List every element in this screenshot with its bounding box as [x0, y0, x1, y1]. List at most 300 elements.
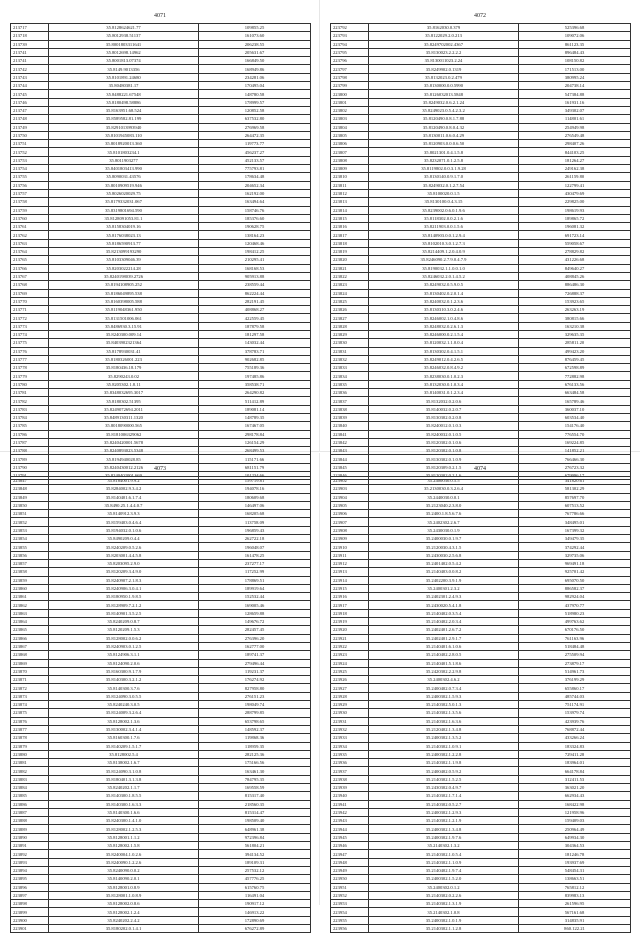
row-id-cell: 213763: [11, 239, 49, 247]
row-id-cell: 223849: [11, 493, 49, 501]
table-row: [331, 73, 631, 81]
code-cell: 35.2430020.5.4.1.8: [369, 601, 519, 609]
value-cell: 189109.31: [199, 858, 311, 866]
row-id-cell: 223830: [331, 339, 369, 347]
code-cell: 35.8012698.14962: [49, 48, 199, 56]
code-cell: 35.8130310.3.0.2.4.6: [369, 306, 519, 314]
value-cell: 206238.55: [199, 40, 311, 48]
value-cell: 169005.46: [199, 601, 311, 609]
table-row: [11, 916, 311, 924]
code-cell: 35.8160398005.588: [49, 297, 199, 305]
table-row: [331, 734, 631, 742]
table-row: [11, 189, 311, 197]
value-cell: 607513.52: [519, 501, 631, 509]
value-cell: 183324.83: [519, 742, 631, 750]
value-cell: 119773.77: [199, 140, 311, 148]
code-cell: 35.8018920013.360: [49, 140, 199, 148]
row-id-cell: 223943: [331, 817, 369, 825]
code-cell: 35.8149.9013356: [49, 65, 199, 73]
value-cell: 886582.37: [519, 584, 631, 592]
table-row: [331, 82, 631, 90]
row-id-cell: 213757: [11, 189, 49, 197]
row-id-cell: 213750: [11, 131, 49, 139]
table-row: [11, 684, 311, 692]
value-cell: 181297.58: [199, 330, 311, 338]
table-row: [331, 223, 631, 231]
code-cell: 35.8128002.5.4: [49, 750, 199, 758]
value-cell: 518484.48: [519, 642, 631, 650]
table-row: [331, 775, 631, 783]
table-row: [331, 231, 631, 239]
table-row: [331, 833, 631, 841]
value-cell: 276151.23: [199, 692, 311, 700]
table-row: [331, 792, 631, 800]
code-cell: 35.2120030.4.3.1.5: [369, 543, 519, 551]
table-row: [331, 866, 631, 874]
code-cell: 35.8158304019.16: [49, 223, 199, 231]
code-cell: 35.2430030.0.1.9: [369, 526, 519, 534]
code-cell: 35.8130140.0.9.1.7.0: [369, 173, 519, 181]
code-cell: 35.2140302.1.3.2: [369, 842, 519, 850]
value-cell: 775793.81: [199, 165, 311, 173]
row-id-cell: 213781: [11, 389, 49, 397]
value-cell: 204652.34: [199, 181, 311, 189]
table-row: [331, 651, 631, 659]
code-cell: 35.8284002.9.3.4.2: [49, 485, 199, 493]
row-id-cell: 223912: [331, 559, 369, 567]
table-row: [11, 355, 311, 363]
table-row: [11, 264, 311, 272]
row-id-cell: 223848: [11, 485, 49, 493]
value-cell: 663484.58: [519, 389, 631, 397]
code-cell: 35.2140302.0.5.2.7: [369, 800, 519, 808]
table-row: [331, 684, 631, 692]
code-cell: 35.8122029.2.0.213: [369, 32, 519, 40]
table-row: [11, 430, 311, 438]
table-row: [331, 330, 631, 338]
data-table: [330, 476, 631, 933]
row-id-cell: 213766: [11, 264, 49, 272]
code-cell: 35.2140302.1.3.5.6: [369, 709, 519, 717]
table-row: [331, 659, 631, 667]
row-id-cell: 223839: [331, 413, 369, 421]
value-cell: 329735.06: [519, 551, 631, 559]
value-cell: 275509.94: [519, 651, 631, 659]
code-cell: 35.8205302.1.8.11: [49, 380, 199, 388]
table-row: [11, 842, 311, 850]
code-cell: 35.2400402.0.7.3.4: [369, 684, 519, 692]
value-cell: 559058.67: [519, 239, 631, 247]
code-cell: 35.8128001.0.8.9: [49, 883, 199, 891]
value-cell: 664178.84: [519, 767, 631, 775]
code-cell: 35.2400030.0.5.5: [369, 477, 519, 485]
value-cell: 178634.48: [199, 173, 311, 181]
row-id-cell: 223895: [11, 875, 49, 883]
row-id-cell: 223915: [331, 584, 369, 592]
table-row: [11, 173, 311, 181]
value-cell: 681151.79: [199, 463, 311, 471]
value-cell: 263263.19: [519, 306, 631, 314]
row-id-cell: 223890: [11, 833, 49, 841]
value-cell: 430479.69: [519, 189, 631, 197]
code-cell: 35.8490209.0.4.4: [49, 535, 199, 543]
code-cell: 35.8128091053.81.1: [49, 214, 199, 222]
table-row: [331, 725, 631, 733]
value-cell: 925701.42: [519, 568, 631, 576]
table-row: [11, 413, 311, 421]
table-row: [331, 759, 631, 767]
row-id-cell: 223836: [331, 389, 369, 397]
row-id-cell: 223922: [331, 642, 369, 650]
row-id-cell: 213782: [11, 397, 49, 405]
code-cell: 35.8118302.0.0.2.1.6: [369, 214, 519, 222]
code-cell: 35.8180202.0.1.4.1: [49, 925, 199, 933]
code-cell: 35.8589582.81.199: [49, 115, 199, 123]
code-cell: 35.8140300.3.7.6: [49, 684, 199, 692]
value-cell: 767786.66: [519, 510, 631, 518]
code-cell: 35.8140209.1.5.1.7: [49, 742, 199, 750]
row-id-cell: 223862: [11, 601, 49, 609]
row-id-cell: 213749: [11, 123, 49, 131]
code-cell: 35.8240202.1.1.7: [49, 783, 199, 791]
value-cell: 380995.24: [519, 73, 631, 81]
table-row: [331, 355, 631, 363]
row-id-cell: 223800: [331, 90, 369, 98]
code-cell: 35.2400302.4.6.2: [369, 676, 519, 684]
value-cell: 169558.59: [199, 783, 311, 791]
table-row: [331, 314, 631, 322]
row-id-cell: 223828: [331, 322, 369, 330]
table-row: [11, 825, 311, 833]
row-id-cell: 223845: [331, 463, 369, 471]
code-cell: 35.2140402.2.8.0.5: [369, 651, 519, 659]
row-id-cell: 213755: [11, 173, 49, 181]
table-row: [331, 526, 631, 534]
row-id-cell: 223874: [11, 701, 49, 709]
value-cell: 691723.14: [519, 231, 631, 239]
value-cell: 169224.85: [519, 438, 631, 446]
table-row: [11, 181, 311, 189]
code-cell: 35.8211903.0.0.1.5.6: [369, 223, 519, 231]
code-cell: 35.2120402.1.3.4.8: [369, 725, 519, 733]
value-cell: 196859.43: [199, 526, 311, 534]
code-cell: 35.8203095.2.9.0: [49, 559, 199, 567]
table-row: [11, 900, 311, 908]
table-row: [331, 875, 631, 883]
row-id-cell: 213754: [11, 165, 49, 173]
table-row: [11, 817, 311, 825]
code-cell: 35.8240032.0.1.2.3.6: [369, 297, 519, 305]
value-cell: 285811.20: [519, 339, 631, 347]
code-cell: 35.8249032.0.6.2.1.24: [369, 98, 519, 106]
document-page-3: [0, 453, 320, 932]
code-cell: 35.8119048361.950: [49, 306, 199, 314]
value-cell: 126154.29: [199, 438, 311, 446]
row-id-cell: 223817: [331, 231, 369, 239]
row-id-cell: 223919: [331, 618, 369, 626]
table-row: [11, 651, 311, 659]
row-id-cell: 223842: [331, 438, 369, 446]
table-row: [11, 40, 311, 48]
table-row: [331, 339, 631, 347]
table-row: [331, 477, 631, 485]
code-cell: 35.8249023.0.5.4.2.3.2: [369, 106, 519, 114]
table-row: [11, 231, 311, 239]
code-cell: 35.2430302.0.4.9.7: [369, 783, 519, 791]
table-row: [11, 438, 311, 446]
table-row: [331, 115, 631, 123]
row-id-cell: 223934: [331, 742, 369, 750]
row-id-cell: 223913: [331, 568, 369, 576]
value-cell: 649934.30: [519, 833, 631, 841]
value-cell: 196048.07: [199, 543, 311, 551]
code-cell: 35.8486930.3.15.91: [49, 322, 199, 330]
table-row: [11, 866, 311, 874]
row-id-cell: 223911: [331, 551, 369, 559]
row-id-cell: 223941: [331, 800, 369, 808]
row-id-cell: 223904: [331, 493, 369, 501]
code-cell: 35.8124090.3.0.5.5: [49, 692, 199, 700]
code-cell: 35.8001813.07374: [49, 57, 199, 65]
code-cell: 35.8128909.7.2.1.2: [49, 601, 199, 609]
value-cell: 163210.38: [519, 322, 631, 330]
code-cell: 35.8128002.1.3.6: [49, 717, 199, 725]
row-id-cell: 223905: [331, 501, 369, 509]
table-row: [11, 725, 311, 733]
code-cell: 35.8140401.6.1.7.4: [49, 493, 199, 501]
code-cell: 35.8203001.4.4.5.8: [49, 551, 199, 559]
row-id-cell: 213789: [11, 455, 49, 463]
code-cell: 35.8120302.0.1.0.6: [369, 438, 519, 446]
table-row: [11, 297, 311, 305]
table-row: [11, 543, 311, 551]
table-row: [11, 364, 311, 372]
table-row: [331, 742, 631, 750]
value-cell: 261159.80: [519, 173, 631, 181]
table-row: [11, 98, 311, 106]
row-id-cell: 223930: [331, 709, 369, 717]
value-cell: 349479.35: [519, 535, 631, 543]
row-id-cell: 223889: [11, 825, 49, 833]
row-id-cell: 223888: [11, 817, 49, 825]
value-cell: 193937.69: [519, 858, 631, 866]
code-cell: 35.8128002.1.2.4: [49, 908, 199, 916]
row-id-cell: 223907: [331, 518, 369, 526]
table-row: [11, 858, 311, 866]
code-cell: 35.8130011023.2.24: [369, 57, 519, 65]
row-id-cell: 223900: [11, 916, 49, 924]
table-row: [11, 272, 311, 280]
code-cell: 35.8162030.0.379: [369, 24, 519, 32]
row-id-cell: 223950: [331, 875, 369, 883]
row-id-cell: 213769: [11, 289, 49, 297]
code-cell: 35.8101891.24680: [49, 73, 199, 81]
row-id-cell: 223831: [331, 347, 369, 355]
value-cell: 234281.06: [199, 73, 311, 81]
code-cell: 35.8240402001.669: [49, 472, 199, 480]
table-row: [11, 32, 311, 40]
value-cell: 902682.85: [199, 355, 311, 363]
row-id-cell: 223855: [11, 543, 49, 551]
row-id-cell: 213718: [11, 32, 49, 40]
table-row: [11, 397, 311, 405]
table-row: [331, 148, 631, 156]
row-id-cell: 223803: [331, 115, 369, 123]
value-cell: 122799.41: [519, 181, 631, 189]
code-cell: 35.8180950.1.9.8.5: [49, 593, 199, 601]
code-cell: 35.8180302.51395: [49, 397, 199, 405]
value-cell: 153923.65: [519, 297, 631, 305]
table-row: [331, 626, 631, 634]
code-cell: 35.8240209.0.8.7: [49, 618, 199, 626]
row-id-cell: 223808: [331, 156, 369, 164]
row-id-cell: 223863: [11, 609, 49, 617]
row-id-cell: 223878: [11, 734, 49, 742]
value-cell: 637532.80: [199, 115, 311, 123]
code-cell: 35.8102010.3.0.1.2.7.3: [369, 239, 519, 247]
code-cell: 35.8180498.58886: [49, 98, 199, 106]
code-cell: 35.8130000.0.0.5990: [369, 82, 519, 90]
value-cell: 119868.36: [199, 734, 311, 742]
table-row: [11, 742, 311, 750]
row-id-cell: 223864: [11, 618, 49, 626]
value-cell: 298178.84: [199, 430, 311, 438]
value-cell: 726888.37: [519, 289, 631, 297]
code-cell: 35.8240240.3.0.5: [49, 701, 199, 709]
row-id-cell: 223805: [331, 131, 369, 139]
code-cell: 35.8240903.0.1.2.5: [49, 642, 199, 650]
page-title: 4073: [154, 466, 166, 472]
value-cell: 729411.28: [519, 750, 631, 758]
code-cell: 35.8248032.0.2.6.1.3: [369, 322, 519, 330]
code-cell: 35.2140401.6.1.0.6: [369, 642, 519, 650]
value-cell: 499763.62: [519, 618, 631, 626]
value-cell: 163494.64: [199, 198, 311, 206]
row-id-cell: 213771: [11, 306, 49, 314]
row-id-cell: 223927: [331, 684, 369, 692]
value-cell: 146913.22: [199, 908, 311, 916]
value-cell: 197485.86: [199, 372, 311, 380]
table-row: [331, 397, 631, 405]
code-cell: 35.8348032695.3017: [49, 389, 199, 397]
code-cell: 35.8240893023.5348: [49, 447, 199, 455]
code-cell: 35.8124090.2.0.6: [49, 659, 199, 667]
code-cell: 35.8130402.0.2.0.1.4: [369, 289, 519, 297]
table-row: [331, 576, 631, 584]
table-row: [331, 551, 631, 559]
data-table: [10, 476, 311, 933]
value-cell: 358538.71: [199, 380, 311, 388]
row-id-cell: 213751: [11, 140, 49, 148]
page-title: 4071: [154, 13, 166, 19]
code-cell: 35.8240012.0.1.0.3: [369, 422, 519, 430]
table-row: [11, 734, 311, 742]
value-cell: 117252.99: [199, 568, 311, 576]
row-id-cell: 223872: [11, 684, 49, 692]
value-cell: 189741.37: [199, 651, 311, 659]
table-row: [11, 676, 311, 684]
table-row: [331, 634, 631, 642]
value-cell: 547384.88: [519, 90, 631, 98]
row-id-cell: 223847: [11, 477, 49, 485]
table-row: [11, 165, 311, 173]
table-row: [11, 256, 311, 264]
table-row: [331, 510, 631, 518]
table-row: [11, 82, 311, 90]
code-cell: 35.8100020.0.1.5: [369, 189, 519, 197]
table-row: [11, 493, 311, 501]
row-id-cell: 223917: [331, 601, 369, 609]
table-row: [11, 584, 311, 592]
value-cell: 360037.10: [519, 405, 631, 413]
row-id-cell: 213746: [11, 98, 49, 106]
value-cell: 695070.50: [519, 576, 631, 584]
row-id-cell: 223871: [11, 676, 49, 684]
row-id-cell: 223799: [331, 82, 369, 90]
row-id-cell: 223953: [331, 900, 369, 908]
table-row: [331, 800, 631, 808]
table-row: [331, 389, 631, 397]
row-id-cell: 213785: [11, 422, 49, 430]
table-row: [331, 256, 631, 264]
row-id-cell: 223802: [331, 106, 369, 114]
value-cell: 162192.00: [199, 189, 311, 197]
row-id-cell: 223801: [331, 98, 369, 106]
table-row: [331, 900, 631, 908]
code-cell: 35.8232071.0.1.2.5.8: [369, 156, 519, 164]
row-id-cell: 223851: [11, 510, 49, 518]
row-id-cell: 223938: [331, 775, 369, 783]
data-table: [10, 23, 311, 480]
row-id-cell: 223856: [11, 551, 49, 559]
code-cell: 35.8120490.0.8.0.4.32: [369, 123, 519, 131]
code-cell: 35.2402401.2.9.1.7: [369, 634, 519, 642]
value-cell: 171513.00: [519, 65, 631, 73]
value-cell: 205631.67: [199, 48, 311, 56]
table-row: [331, 676, 631, 684]
value-cell: 187879.58: [199, 322, 311, 330]
code-cell: 35.8240420001.5678: [49, 438, 199, 446]
row-id-cell: 223909: [331, 535, 369, 543]
row-id-cell: 223806: [331, 140, 369, 148]
code-cell: 35.8246000.0.2.1.5.4: [369, 330, 519, 338]
code-cell: 35.8238030.0.1.0.2.3: [369, 372, 519, 380]
table-row: [11, 883, 311, 891]
code-cell: 35.8194108905.252: [49, 281, 199, 289]
code-cell: 35.8190032.1.1.0.0.1.0: [369, 264, 519, 272]
code-cell: 35.8319801694.590: [49, 206, 199, 214]
row-id-cell: 223887: [11, 808, 49, 816]
code-cell: 35.8119802.0.0.3.1.9.28: [369, 165, 519, 173]
code-cell: 35.8240906.3.0.4.1: [49, 584, 199, 592]
code-cell: 35.2140302.0.2.2.6: [369, 891, 519, 899]
table-row: [11, 701, 311, 709]
value-cell: 148789.35: [199, 413, 311, 421]
row-id-cell: 213744: [11, 82, 49, 90]
code-cell: 35.8130302.0.1.0.9: [369, 455, 519, 463]
row-id-cell: 223880: [11, 750, 49, 758]
table-row: [331, 568, 631, 576]
value-cell: 862224.44: [199, 289, 311, 297]
value-cell: 114801.61: [519, 115, 631, 123]
code-cell: 35.8488221.67548: [49, 90, 199, 98]
row-id-cell: 213743: [11, 73, 49, 81]
value-cell: 138164.23: [199, 231, 311, 239]
value-cell: 198412.25: [199, 248, 311, 256]
code-cell: 35.8128002.1.5.8: [49, 842, 199, 850]
value-cell: 194078.16: [199, 485, 311, 493]
row-id-cell: 223822: [331, 272, 369, 280]
